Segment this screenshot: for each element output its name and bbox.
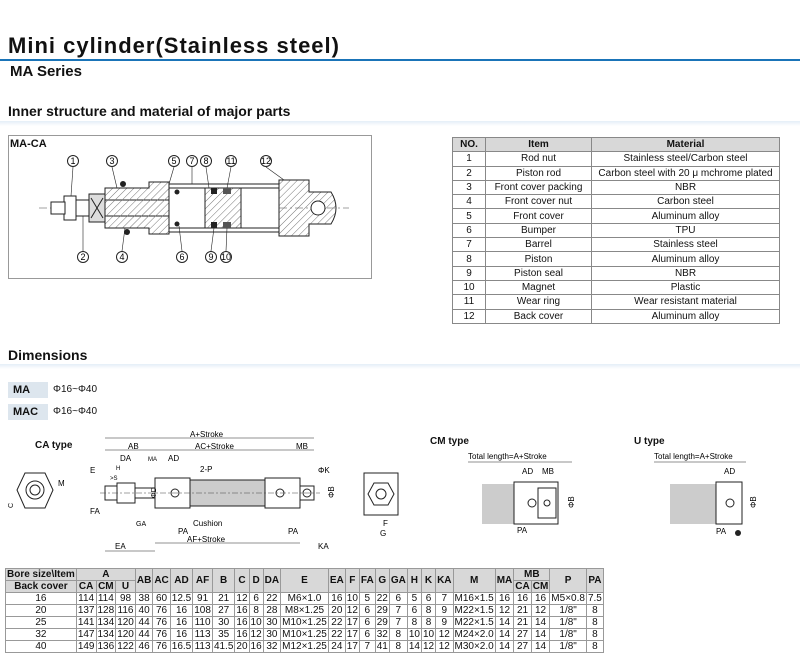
svg-text:EA: EA [115,542,126,551]
dims-cell: 22 [263,593,280,605]
parts-cell: Aluminum alloy [592,209,780,223]
dims-cell: 6 [359,605,375,617]
dims-cell: 9 [436,617,453,629]
svg-text:A+Stroke: A+Stroke [190,430,224,439]
dims-cell: 16 [328,593,345,605]
parts-row [453,166,780,180]
dims-cell: 41.5 [213,641,234,652]
svg-text:5: 5 [171,156,177,166]
dims-cell: 136 [97,641,115,652]
dims-subheader-cell: CM [96,581,116,593]
dims-subheader-cell: CM [532,581,549,592]
dims-cell: 7 [389,617,407,629]
dims-cell: 21 [514,617,531,629]
dims-cell: 76 [153,605,170,617]
svg-text:PA: PA [517,526,528,535]
svg-text:GA: GA [136,521,147,528]
model-range-ma: Φ16~Φ40 [53,384,98,395]
parts-row [453,280,780,294]
dims-cell: 6 [407,605,421,617]
svg-text:6: 6 [179,252,185,262]
dims-cell: 6 [389,593,407,605]
dims-cell: M12×1.25 [282,641,327,652]
svg-text:MB: MB [296,442,308,451]
structure-heading: Inner structure and material of major parts [8,103,291,119]
parts-row [453,152,780,166]
dims-cell: 32 [263,641,280,653]
parts-table [452,137,780,324]
parts-cell: 9 [453,266,486,280]
parts-row [453,238,780,252]
parts-cell: 11 [453,295,486,309]
parts-cell: 5 [453,209,486,223]
svg-text:12: 12 [260,156,272,166]
parts-cell: 8 [453,252,486,266]
dims-header-cell: MA [495,569,514,593]
dims-cell: 21 [212,593,234,605]
dims-cell: 41 [376,641,388,652]
parts-cell: Stainless steel [592,238,780,252]
dims-cell: 7 [389,605,407,617]
dims-cell: 27 [514,641,531,653]
dimensions-heading: Dimensions [8,347,88,363]
dims-cell: 120 [117,629,134,640]
dims-header-cell: AC [153,569,170,593]
ca-type-label: CA type [35,440,73,451]
svg-text:G: G [380,529,387,538]
svg-text:10: 10 [220,252,232,262]
dims-cell: 14 [495,617,514,629]
dims-cell: 7 [436,593,453,605]
dims-row [6,593,604,605]
parts-cell: Magnet [486,280,592,294]
dims-header-cell: K [421,569,435,593]
parts-header-item: Item [486,138,592,152]
dims-cell: M22×1.5 [454,617,494,628]
section-rule [0,121,800,126]
dims-cell: 113 [194,641,211,652]
svg-text:ΦK: ΦK [318,466,330,475]
svg-text:PA: PA [716,527,727,536]
u-type-drawing [650,446,770,546]
dims-subheader-cell: CA [515,581,530,592]
dims-cell: 30 [263,617,280,629]
dims-cell: 29 [376,605,388,616]
dims-cell: M22×1.5 [454,605,494,616]
dims-header-cell: PA [586,569,603,593]
dims-cell: 7 [359,641,375,653]
dims-cell: 29 [376,617,388,628]
dims-cell: 20 [328,605,345,617]
parts-row [453,266,780,280]
dims-cell: 12 [422,641,435,652]
u-type-label: U type [634,436,665,447]
dims-header-cell: GA [389,569,407,593]
dims-cell: 122 [117,641,134,652]
dims-cell: 16 [236,605,248,616]
svg-text:Total length=A+Stroke: Total length=A+Stroke [654,452,733,461]
dims-cell: 147 [77,629,95,640]
svg-text:H: H [116,466,121,472]
svg-text:AD: AD [724,467,736,476]
cylinder-section-drawing [9,136,371,278]
dims-cell: 24 [328,641,345,653]
dims-cell: 8 [586,605,603,617]
svg-text:FA: FA [90,507,100,516]
dims-cell: 6 [359,629,375,641]
dims-cell: M6×1.0 [281,593,329,605]
dims-cell: 8 [407,617,421,629]
parts-cell: Aluminum alloy [592,309,780,323]
dims-cell: 8 [586,617,603,629]
dims-cell: 44 [135,617,152,629]
ca-type-drawing [0,428,420,558]
dims-cell: 6 [249,593,263,605]
svg-text:C: C [8,502,15,508]
dims-cell: 5 [407,593,421,605]
svg-text:11: 11 [226,156,236,166]
dims-row [6,617,604,629]
svg-text:KA: KA [318,542,329,551]
section-rule [0,364,800,369]
dims-header-cell: M [453,569,495,593]
parts-cell: 6 [453,223,486,237]
parts-cell: Front cover packing [486,180,592,194]
dims-cell: 1/8" [550,641,587,653]
dims-cell: 12 [495,605,514,617]
parts-cell: NBR [592,266,780,280]
page-title: Mini cylinder(Stainless steel) [8,33,340,58]
dims-cell: 28 [263,605,280,617]
dims-cell: 8 [586,629,603,641]
dims-cell: M30×2.0 [454,641,494,652]
svg-text:4: 4 [119,252,125,262]
dims-cell: 12 [436,629,453,641]
dims-cell: 14 [531,617,550,629]
dims-cell: 6 [359,617,375,629]
parts-cell: Piston [486,252,592,266]
dims-cell: M10×1.25 [282,629,327,640]
dims-cell: 46 [135,641,152,653]
parts-cell: Rod nut [486,152,592,166]
svg-text:AF+Stroke: AF+Stroke [187,535,226,544]
dims-cell: 30 [263,629,280,641]
dims-header-cell: P [550,569,587,593]
parts-cell: 3 [453,180,486,194]
parts-cell: Carbon steel [592,195,780,209]
dims-cell: 12 [346,605,358,616]
dims-cell: 10 [422,629,435,640]
dims-cell: 14 [531,629,550,641]
dims-header-cell: H [407,569,421,593]
svg-text:9: 9 [208,252,214,262]
svg-text:ΦD: ΦD [151,487,158,498]
dims-cell: 16 [6,593,77,605]
dims-cell: 149 [77,641,95,652]
dims-header-cell: E [281,569,329,593]
dims-cell: 22 [328,629,345,641]
drawing-label: MA-CA [10,138,47,150]
parts-cell: Wear ring [486,295,592,309]
dims-cell: 17 [346,617,358,628]
parts-row [453,309,780,323]
svg-text:PA: PA [178,527,189,536]
dims-cell: 16 [250,641,262,652]
dims-header-cell: AD [170,569,192,593]
svg-text:ΦB: ΦB [327,486,336,498]
dims-cell: 25 [6,617,77,629]
dims-cell: M24×2.0 [454,629,494,640]
parts-cell: Aluminum alloy [592,252,780,266]
dims-cell: 134 [97,617,115,628]
dims-header-cell: AB [135,569,152,593]
series-title: MA Series [10,63,82,80]
parts-cell: 4 [453,195,486,209]
svg-text:ΦB: ΦB [567,496,576,508]
parts-cell: Front cover [486,209,592,223]
dims-cell: 76 [153,617,170,629]
structure-drawing [8,135,372,279]
dims-cell: 16 [170,617,192,629]
dims-cell: 9 [436,605,453,617]
dims-cell: 7.5 [587,593,602,604]
dims-cell: 40 [135,605,152,617]
dims-cell: 16 [531,593,550,605]
parts-cell: Front cover nut [486,195,592,209]
dims-cell: 16.5 [171,641,192,652]
dims-cell: 22 [376,593,388,604]
parts-cell: Barrel [486,238,592,252]
dims-subheader-cell: U [116,581,136,593]
dims-cell: 134 [97,629,115,640]
svg-text:AD: AD [522,467,534,476]
dims-cell: 44 [135,629,152,641]
parts-row [453,252,780,266]
dims-cell: 17 [346,641,358,652]
dims-cell: 12 [250,629,262,640]
cm-type-label: CM type [430,436,469,447]
dims-cell: 20 [236,641,248,652]
dims-cell: 21 [514,605,531,617]
dims-subheader-cell: Back cover [6,581,77,593]
dims-cell: 14 [495,641,514,653]
dims-cell: 8 [586,641,603,653]
dims-cell: 91 [193,593,213,605]
parts-row [453,180,780,194]
dims-cell: 16 [236,617,248,628]
dims-cell: 16 [514,593,531,605]
svg-text:AD: AD [168,454,180,463]
dims-cell: 16 [170,605,192,617]
dims-cell: 10 [346,593,358,604]
parts-cell: Plastic [592,280,780,294]
dims-cell: 32 [376,629,388,640]
dimensions-table [5,568,604,653]
svg-text:AC+Stroke: AC+Stroke [195,442,234,451]
model-tag-mac: MAC [8,404,48,420]
parts-row [453,209,780,223]
dims-cell: 35 [212,629,234,641]
dims-cell: 8 [389,641,407,653]
svg-text:ΦB: ΦB [749,496,758,508]
dims-header-cell: A [76,569,135,581]
dims-cell: 108 [194,605,211,616]
dims-header-cell: EA [328,569,345,593]
dims-cell: 8 [249,605,263,617]
dims-cell: 6 [421,593,435,605]
dims-cell: 17 [346,629,358,640]
parts-cell: Carbon steel with 20 μ mchrome plated [592,166,780,180]
dims-cell: 76 [153,629,170,641]
dims-cell: 10 [408,629,420,640]
dims-cell: 32 [6,629,77,641]
parts-cell: 1 [453,152,486,166]
dims-cell: 10 [250,617,262,628]
parts-cell: Piston rod [486,166,592,180]
dims-cell: M16×1.5 [454,593,494,604]
dims-cell: 1/8" [550,605,587,617]
dims-cell: 12 [236,593,248,604]
parts-cell: Wear resistant material [592,295,780,309]
dims-cell: M5×0.8 [551,593,585,604]
parts-cell: 10 [453,280,486,294]
svg-text:E: E [90,466,96,475]
dims-cell: 120 [117,617,134,628]
svg-text:Total length=A+Stroke: Total length=A+Stroke [468,452,547,461]
svg-text:8: 8 [203,156,209,166]
dims-cell: M8×1.25 [281,605,329,617]
model-tag-ma: MA [8,382,48,398]
dims-cell: 14 [531,641,550,653]
parts-cell: Piston seal [486,266,592,280]
dims-cell: 113 [194,629,211,640]
title-rule [0,59,800,61]
parts-cell: 2 [453,166,486,180]
dims-header-cell: AF [193,569,213,593]
dims-row [6,641,604,653]
dims-header-cell: D [249,569,263,593]
dims-cell: 27 [212,605,234,617]
svg-text:M: M [58,479,65,488]
parts-cell: 12 [453,309,486,323]
dims-cell: 20 [6,605,77,617]
dims-cell: 60 [153,593,170,605]
dims-header-cell: F [345,569,359,593]
dims-cell: 38 [135,593,152,605]
dims-cell: 98 [116,593,136,605]
dims-cell: 27 [514,629,531,641]
dims-cell: 1/8" [550,617,587,629]
dims-cell: 76 [153,641,170,653]
dims-row [6,629,604,641]
dims-cell: 8 [389,629,407,641]
parts-row [453,295,780,309]
dims-cell: 22 [328,617,345,629]
dims-cell: 8 [421,617,435,629]
dims-cell: 16 [170,629,192,641]
svg-text:3: 3 [109,156,115,166]
parts-cell: Back cover [486,309,592,323]
dims-cell: 110 [194,617,211,628]
dims-header-cell: B [212,569,234,593]
svg-text:MB: MB [542,467,554,476]
dims-header-cell: DA [263,569,280,593]
dims-cell: 1/8" [550,629,587,641]
parts-header-material: Material [592,138,780,152]
dims-cell: 5 [359,593,375,605]
parts-row [453,223,780,237]
dims-cell: 12 [436,641,453,653]
svg-text:F: F [383,519,388,528]
parts-cell: Bumper [486,223,592,237]
dims-cell: M10×1.25 [282,617,327,628]
dims-header-cell: KA [436,569,453,593]
dims-cell: 8 [421,605,435,617]
dims-row [6,605,604,617]
dims-cell: 12 [531,605,550,617]
svg-text:1: 1 [70,156,76,166]
dims-cell: 137 [77,605,95,616]
dims-cell: 14 [495,629,514,641]
dims-cell: 16 [236,629,248,640]
dims-cell: 12.5 [171,593,192,604]
parts-cell: Stainless steel/Carbon steel [592,152,780,166]
parts-cell: 7 [453,238,486,252]
dims-cell: 141 [77,617,95,628]
dims-header-cell: FA [359,569,375,593]
svg-text:>S: >S [110,476,118,482]
dims-cell: 128 [97,605,115,616]
dims-cell: 16 [495,593,514,605]
dims-cell: 30 [212,617,234,629]
dims-cell: 14 [408,641,420,652]
svg-text:7: 7 [189,156,195,166]
svg-text:Cushion: Cushion [193,519,223,528]
dims-cell: 116 [117,605,134,616]
dims-subheader-cell: CA [76,581,96,593]
svg-text:PA: PA [288,527,299,536]
svg-text:2-P: 2-P [200,465,213,474]
dims-header-cell: Bore size\Item [7,569,75,580]
dims-cell: 114 [78,593,95,604]
parts-row [453,195,780,209]
dims-cell: 40 [6,641,77,653]
dims-header-cell: C [235,569,249,593]
parts-cell: NBR [592,180,780,194]
svg-text:DA: DA [120,454,132,463]
parts-header-no: NO. [453,138,486,152]
dims-header-cell: MB [514,569,550,581]
parts-cell: TPU [592,223,780,237]
svg-text:MA: MA [148,457,157,463]
dims-header-cell: G [375,569,389,593]
dims-cell: 114 [97,593,114,604]
model-range-mac: Φ16~Φ40 [53,406,98,417]
svg-text:AB: AB [128,442,139,451]
svg-text:2: 2 [80,252,86,262]
cm-type-drawing [462,446,602,546]
